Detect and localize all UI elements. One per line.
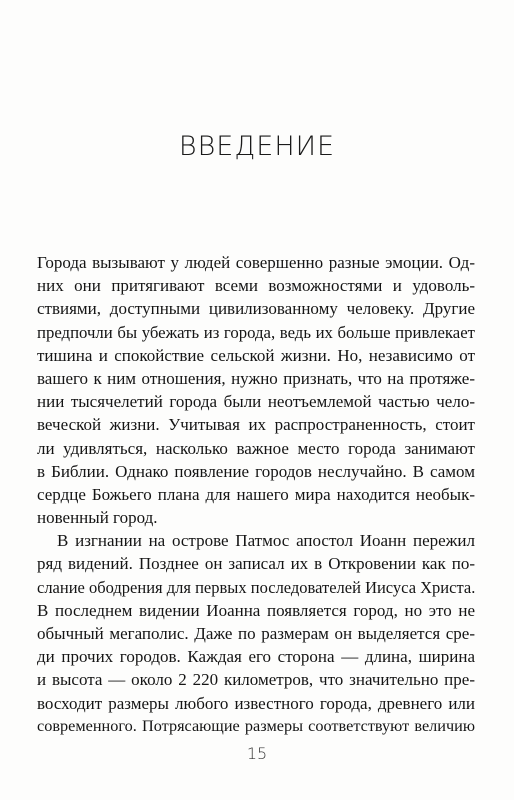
text-line: них они притягивают всеми возможностями и удоволь- <box>37 276 475 296</box>
text-line: ряд видений. Позднее он записал их в Откровении как по- <box>37 554 475 574</box>
text-line: обычный мегаполис. Даже по размерам он выделяется сре- <box>37 624 475 643</box>
paragraph-1 <box>37 251 475 529</box>
text-line: предпочли бы убежать из города, ведь их больше привлекает <box>37 322 475 342</box>
text-line: ди прочих городов. Каждая его сторона — длина, ширина <box>37 647 475 667</box>
text-line: современного. Потрясающие размеры соответствуют величию <box>37 716 475 735</box>
body-text <box>37 251 475 738</box>
text-line: вашего к ним отношения, нужно признать, что на протяже- <box>37 368 475 388</box>
text-line: ствиями, доступными цивилизованному человеку. Другие <box>37 299 475 319</box>
text-line: В последнем видении Иоанна появляется город, но это не <box>37 600 475 620</box>
text-line: в Библии. Однако появление городов неслучайно. В самом <box>37 461 475 481</box>
paragraph-2 <box>37 529 475 738</box>
chapter-title: ВВЕДЕНИЕ <box>178 131 336 162</box>
text-line: слание ободрения для первых последователей Иисуса Христа. <box>37 577 476 597</box>
text-line: веческой жизни. Учитывая их распространенность, стоит <box>37 415 475 435</box>
text-line: сердце Божьего плана для нашего мира находится необык- <box>37 484 475 504</box>
page-number: 15 <box>246 744 268 763</box>
text-line: ли удивляться, насколько важное место города занимают <box>37 438 475 458</box>
text-line: восходит размеры любого известного города, древнего или <box>37 693 475 713</box>
text-line: В изгнании на острове Патмос апостол Иоанн пережил <box>57 531 475 551</box>
text-line: Города вызывают у людей совершенно разные эмоции. Од- <box>37 253 475 272</box>
text-line: тишина и спокойствие сельской жизни. Но, независимо от <box>37 345 475 365</box>
text-line: новенный город. <box>37 508 158 528</box>
text-line: нии тысячелетий города были неотъемлемой частью чело- <box>37 392 475 412</box>
text-line: и высота — около 2 220 километров, что значительно пре- <box>37 670 475 690</box>
